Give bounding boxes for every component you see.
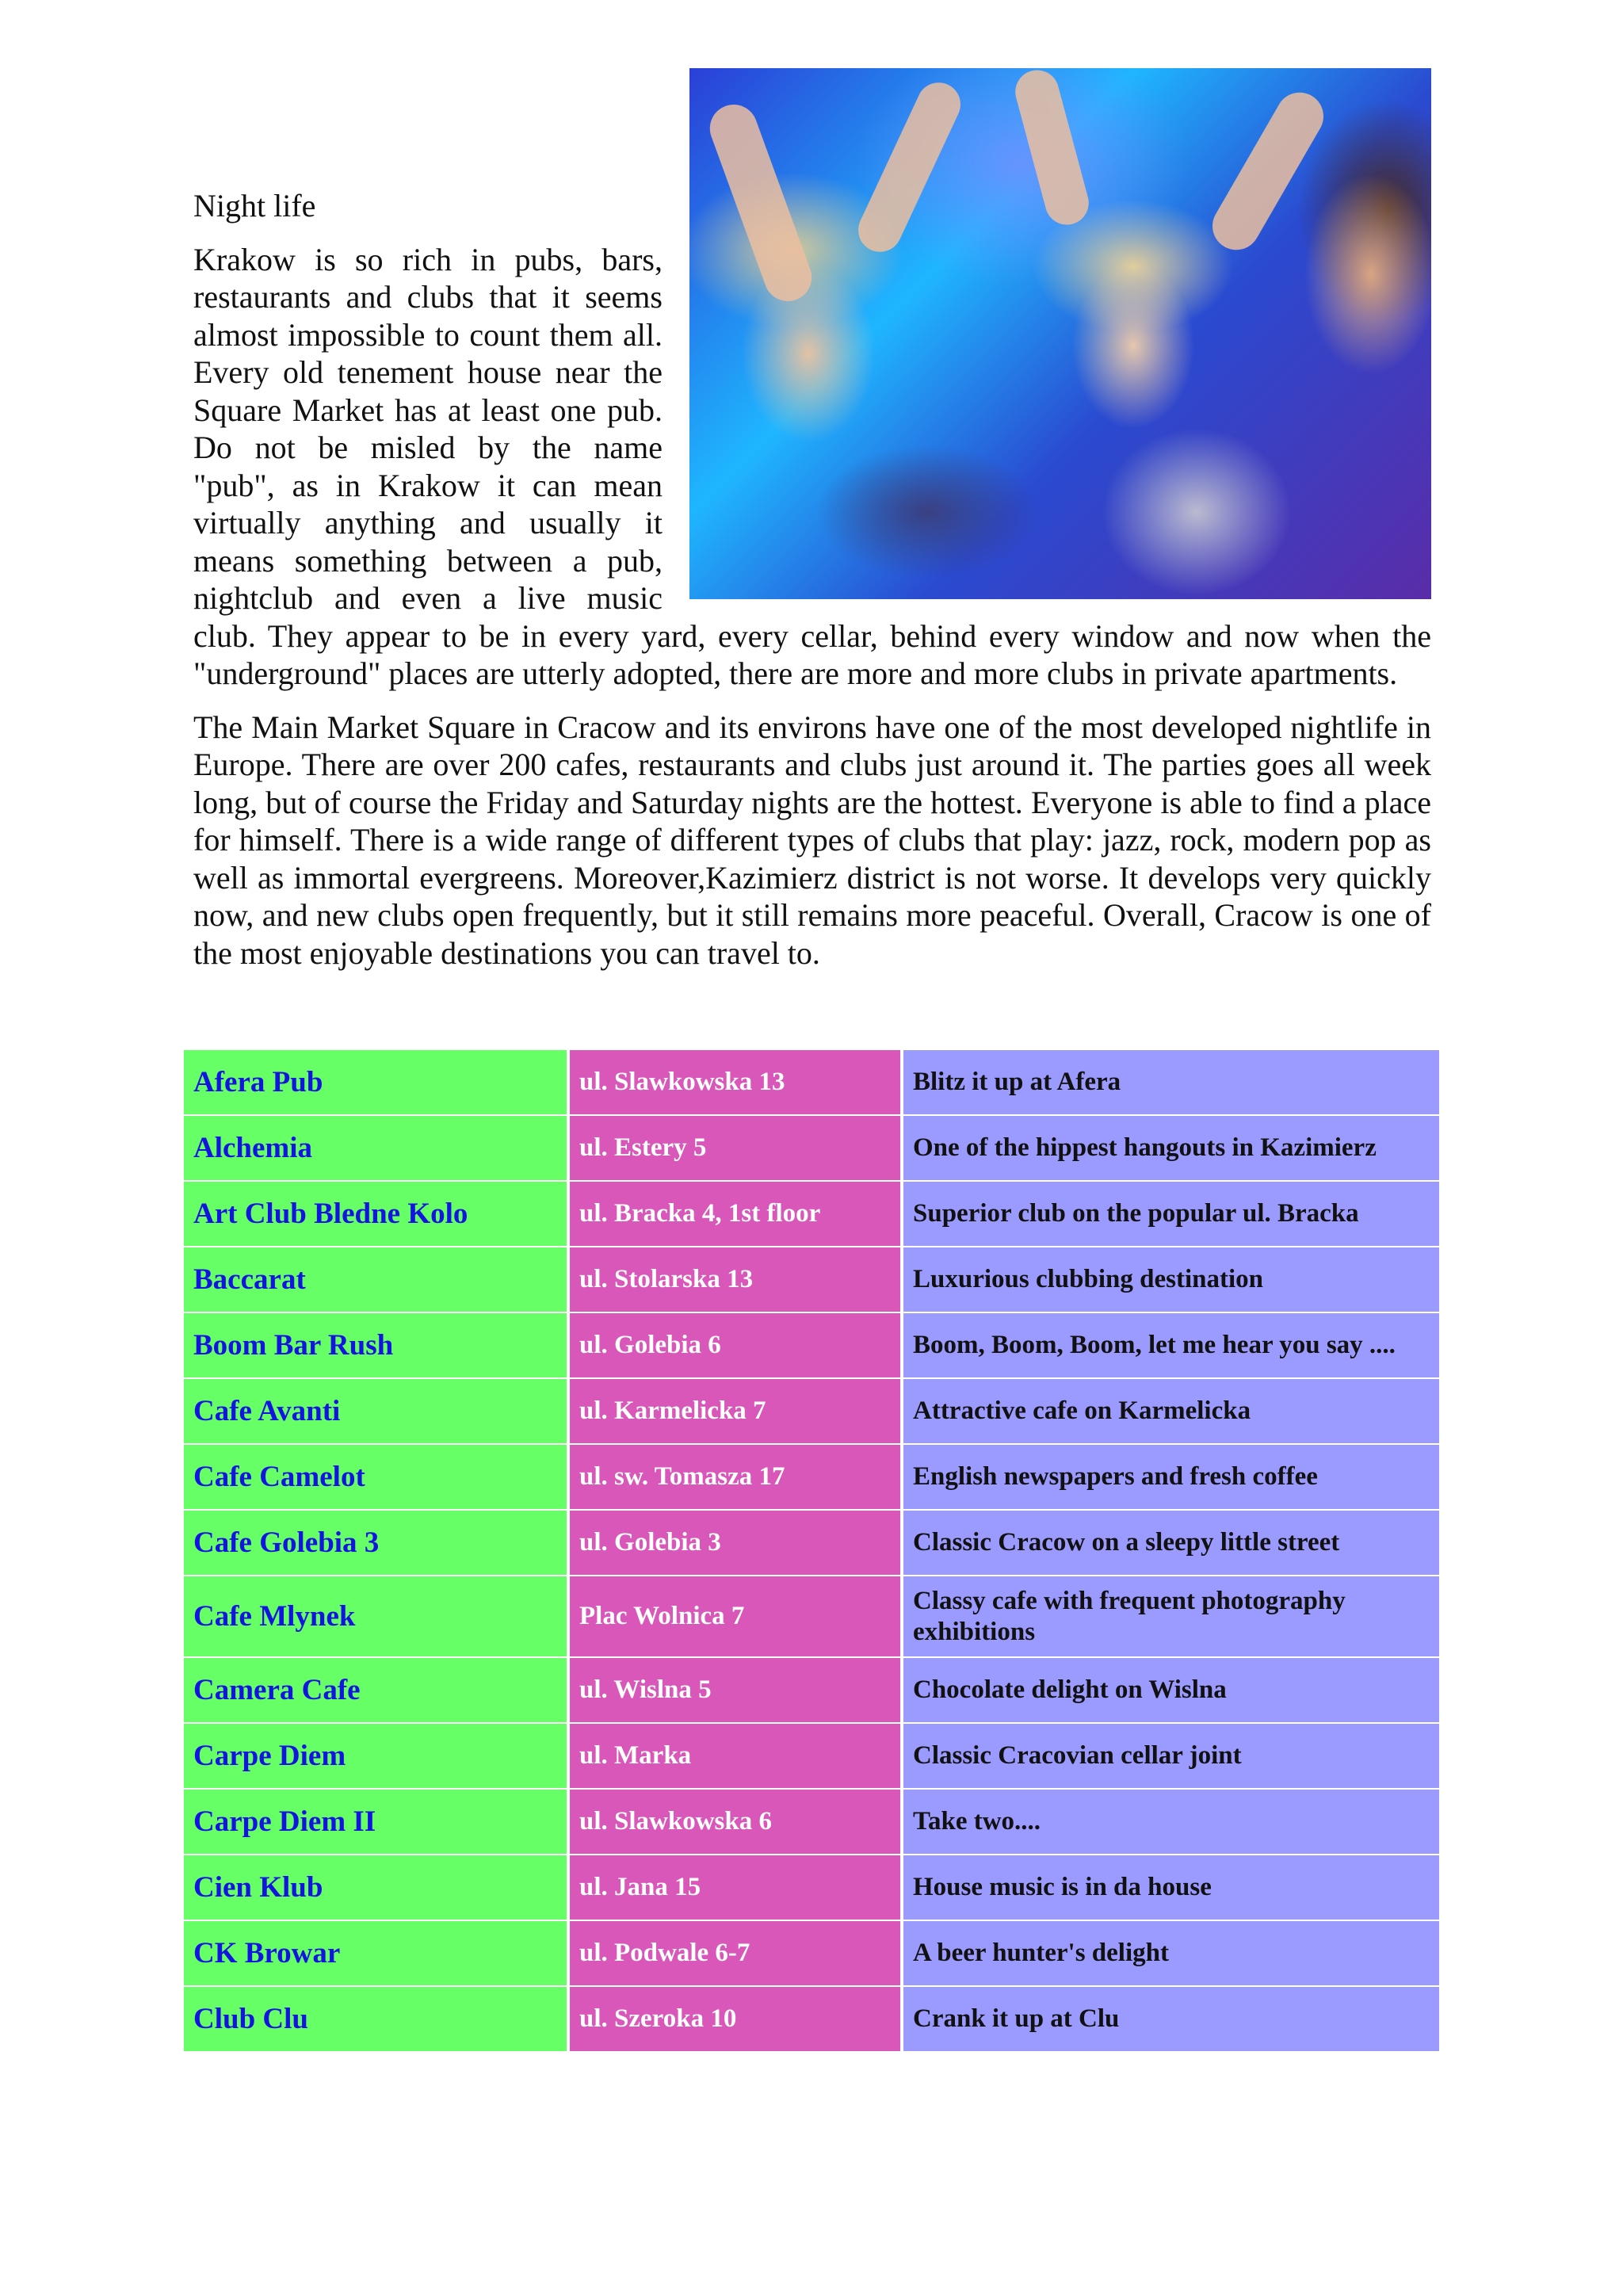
club-address-cell: ul. Wislna 5 [568,1657,902,1723]
club-address-cell: ul. Podwale 6-7 [568,1920,902,1986]
article [193,187,1431,972]
table-row [184,1789,1439,1855]
club-name-cell: Afera Pub [184,1050,568,1115]
club-name-cell: Carpe Diem [184,1723,568,1789]
table-row [184,1986,1439,2052]
table-row [184,1050,1439,1115]
club-description-cell: Attractive cafe on Karmelicka [902,1378,1439,1444]
club-description-cell: House music is in da house [902,1855,1439,1920]
market-square-paragraph: The Main Market Square in Cracow and its environs have one of the most developed nightlife in Europe. There are over 200 cafes, restaurants and clubs just around it. The parties goes all week long, but of course the Friday and Saturday nights are the hottest. Everyone is able to find a place for himself. There is a wide range of different types of clubs that play: jazz, rock, modern pop as well as immortal evergreens. Moreover,Kazimierz district is not worse. It develops very quickly now, and new clubs open frequently, but it still remains more peaceful. Overall, Cracow is one of the most enjoyable destinations you can travel to. [193,709,1431,971]
club-description-cell: Superior club on the popular ul. Bracka [902,1181,1439,1247]
club-address-cell: ul. Marka [568,1723,902,1789]
club-name-cell: Art Club Bledne Kolo [184,1181,568,1247]
club-description-cell: English newspapers and fresh coffee [902,1444,1439,1510]
club-description-cell: One of the hippest hangouts in Kazimierz [902,1115,1439,1181]
club-name-cell: Camera Cafe [184,1657,568,1723]
club-description-cell: Crank it up at Clu [902,1986,1439,2052]
nightclub-dancers-photo [689,68,1431,599]
club-address-cell: ul. Slawkowska 6 [568,1789,902,1855]
club-address-cell: ul. Karmelicka 7 [568,1378,902,1444]
club-address-cell: ul. Estery 5 [568,1115,902,1181]
club-address-cell: Plac Wolnica 7 [568,1576,902,1657]
club-name-cell: Cafe Avanti [184,1378,568,1444]
club-name-cell: Baccarat [184,1247,568,1312]
club-address-cell: ul. Jana 15 [568,1855,902,1920]
club-name-cell: Cafe Camelot [184,1444,568,1510]
dancer-arm-shape [1204,84,1332,259]
club-description-cell: Classic Cracovian cellar joint [902,1723,1439,1789]
club-description-cell: Boom, Boom, Boom, let me hear you say .... [902,1312,1439,1378]
club-name-cell: Alchemia [184,1115,568,1181]
table-row [184,1855,1439,1920]
club-address-cell: ul. Golebia 3 [568,1510,902,1576]
dancer-arm-shape [1010,68,1094,230]
club-name-cell: Boom Bar Rush [184,1312,568,1378]
clubs-table [184,1050,1439,2053]
table-row [184,1920,1439,1986]
intro-paragraph: Krakow is so rich in pubs, bars, restaurants and clubs that it seems almost impossible to count them all. Every old tenement house near the Square Market has at least one pub. Do not be misled by the name "pub", as in Krakow it can mean virtually anything and usually it means something between a pub, nightclub and even a live music club. They appear to be in every yard, every cellar, behind every window and now when the "underground" places are utterly adopted, there are more and more clubs in private apartments. [193,241,1431,691]
club-description-cell: Blitz it up at Afera [902,1050,1439,1115]
club-description-cell: Classy cafe with frequent photography exhibitions [902,1576,1439,1657]
table-row [184,1247,1439,1312]
club-address-cell: ul. Slawkowska 13 [568,1050,902,1115]
club-description-cell: Luxurious clubbing destination [902,1247,1439,1312]
club-name-cell: Club Clu [184,1986,568,2052]
club-address-cell: ul. Golebia 6 [568,1312,902,1378]
club-address-cell: ul. Bracka 4, 1st floor [568,1181,902,1247]
club-description-cell: Classic Cracow on a sleepy little street [902,1510,1439,1576]
club-name-cell: Carpe Diem II [184,1789,568,1855]
table-row [184,1115,1439,1181]
club-address-cell: ul. Szeroka 10 [568,1986,902,2052]
club-name-cell: Cien Klub [184,1855,568,1920]
club-description-cell: Chocolate delight on Wislna [902,1657,1439,1723]
dancer-arm-shape [703,98,818,308]
club-name-cell: CK Browar [184,1920,568,1986]
table-row [184,1378,1439,1444]
table-row [184,1312,1439,1378]
table-row [184,1657,1439,1723]
table-row [184,1444,1439,1510]
club-name-cell: Cafe Mlynek [184,1576,568,1657]
table-row [184,1510,1439,1576]
table-row [184,1576,1439,1657]
club-address-cell: ul. Stolarska 13 [568,1247,902,1312]
club-address-cell: ul. sw. Tomasza 17 [568,1444,902,1510]
dancer-arm-shape [851,75,968,259]
club-name-cell: Cafe Golebia 3 [184,1510,568,1576]
table-row [184,1181,1439,1247]
club-description-cell: Take two.... [902,1789,1439,1855]
club-description-cell: A beer hunter's delight [902,1920,1439,1986]
page-title: Night life [193,188,316,223]
table-row [184,1723,1439,1789]
